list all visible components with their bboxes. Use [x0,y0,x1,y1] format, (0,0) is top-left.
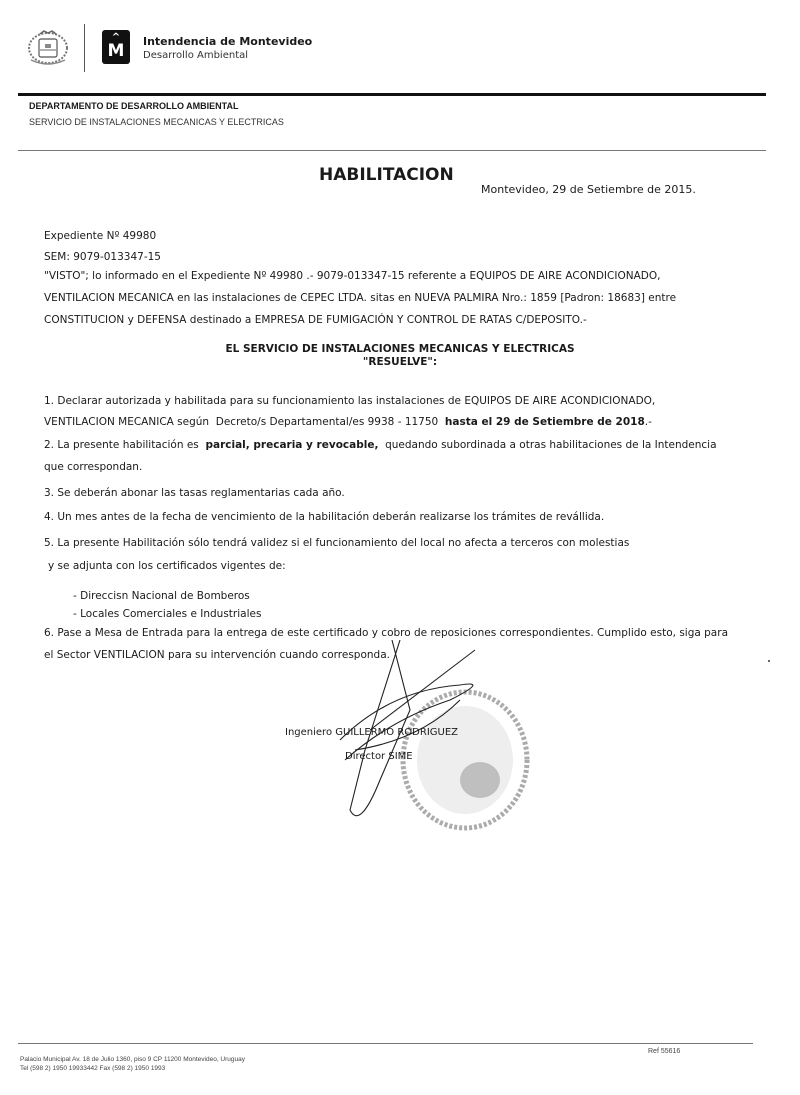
scan-speck [768,660,770,662]
signature-and-stamp [330,640,540,840]
signatory-name: Ingeniero GUILLERMO RODRIGUEZ [285,727,459,738]
logo-letter: M [107,41,125,61]
visto-line-2: VENTILACION MECANICA en las instalaciones de CEPEC LTDA. sitas en NUEVA PALMIRA Nro.: 1859 [Padron: 18683] entre [44,292,677,304]
signatory-role: Director SIME [345,751,413,762]
footer-ref: Ref 55616 [648,1048,681,1055]
resolve-word: "RESUELVE": [362,356,438,368]
item-2-line-2: que correspondan. [44,461,143,473]
item-1-end: .- [644,416,652,428]
item-1-line-2 [44,416,652,428]
item-1-text: VENTILACION MECANICA según Decreto/s Departamental/es 9938 - 11750 [44,416,445,428]
section-rule [18,150,766,151]
item-6-line-1: 6. Pase a Mesa de Entrada para la entrega de este certificado y cobro de reposiciones correspondientes. Cumplido esto, siga para [44,627,728,639]
resolve-heading: EL SERVICIO DE INSTALACIONES MECANICAS Y ELECTRICAS [225,343,575,355]
item-5-line-1: 5. La presente Habilitación sólo tendrá validez si el funcionamiento del local no afecta a terceros con molestias [44,537,630,549]
footer-phone: Tel (598 2) 1950 19933442 Fax (598 2) 1950 1993 [20,1065,166,1072]
item-2-line-1 [44,439,717,451]
header-rule [18,93,766,96]
item-1-expiry: hasta el 29 de Setiembre de 2018 [444,416,645,428]
department-name: DEPARTAMENTO DE DESARROLLO AMBIENTAL [29,101,239,111]
item-3: 3. Se deberán abonar las tasas reglamentarias cada año. [44,487,345,499]
stamp-icon [403,692,527,828]
certificate-2: - Locales Comerciales e Industriales [73,608,262,620]
footer-rule [18,1043,753,1044]
item-2-text-b: quedando subordinada a otras habilitaciones de la Intendencia [378,439,717,451]
service-name: SERVICIO DE INSTALACIONES MECANICAS Y ELECTRICAS [29,117,284,127]
org-unit: Desarrollo Ambiental [143,50,249,61]
coat-of-arms-icon [26,28,70,66]
visto-line-1: "VISTO"; lo informado en el Expediente Nº 49980 .- 9079-013347-15 referente a EQUIPOS DE AIRE ACONDICIONADO, [44,270,661,282]
certificate-1: - Direccisn Nacional de Bomberos [73,590,250,602]
footer-address: Palacio Municipal Av. 18 de Julio 1360, piso 9 CP 11200 Montevideo, Uruguay [20,1056,245,1063]
visto-line-3: CONSTITUCION y DEFENSA destinado a EMPRESA DE FUMIGACIÓN Y CONTROL DE RATAS C/DEPOSITO.- [44,314,587,326]
document-title: HABILITACION [319,165,454,185]
expediente-number: Expediente Nº 49980 [44,230,157,242]
intendencia-logo-icon: ^ M [102,30,130,64]
item-6-line-2: el Sector VENTILACION para su intervención cuando corresponda. [44,649,390,661]
item-2-conditions: parcial, precaria y revocable, [205,439,379,451]
item-4: 4. Un mes antes de la fecha de vencimiento de la habilitación deberán realizarse los trámites de revállida. [44,511,605,523]
item-1-line-1: 1. Declarar autorizada y habilitada para su funcionamiento las instalaciones de EQUIPOS DE AIRE ACONDICIONADO, [44,395,656,407]
item-2-text-a: 2. La presente habilitación es [44,439,206,451]
org-name: Intendencia de Montevideo [143,35,313,48]
header-divider [84,24,85,72]
item-5-line-2: y se adjunta con los certificados vigentes de: [48,560,286,572]
sem-number: SEM: 9079-013347-15 [44,251,161,263]
document-date: Montevideo, 29 de Setiembre de 2015. [481,183,696,196]
